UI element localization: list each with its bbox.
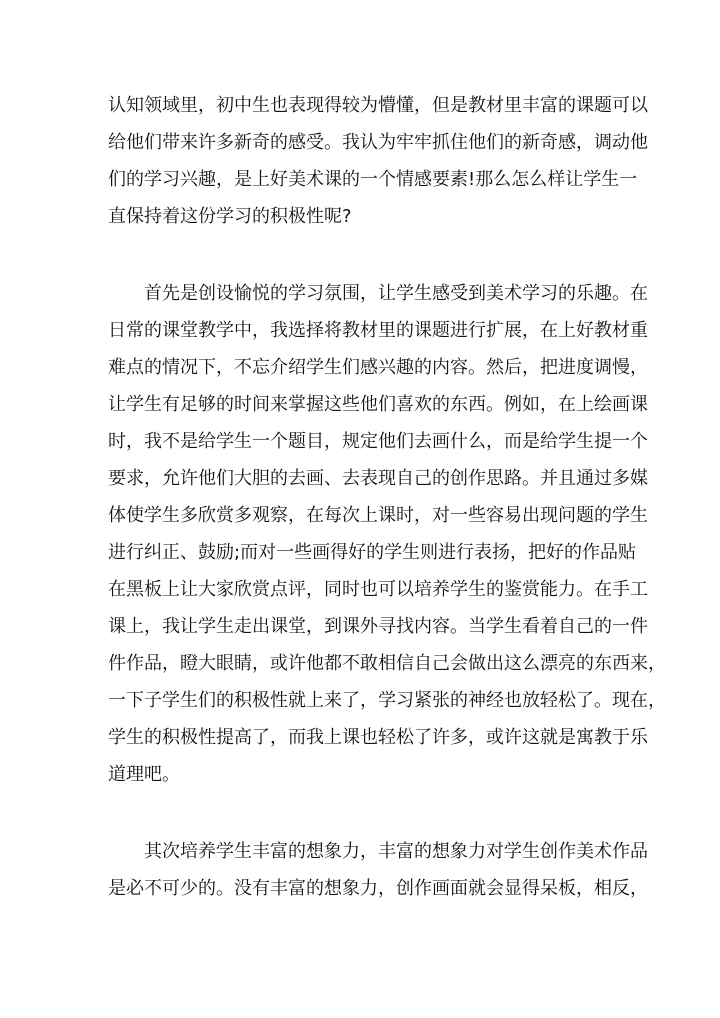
paragraph-2-line-1: 首先是创设愉悦的学习氛围，让学生感受到美术学习的乐趣。在	[144, 283, 648, 304]
paragraph-2-line-11: 件作品，瞪大眼睛，或许他都不敢相信自己会做出这么漂亮的东西来，	[108, 653, 666, 674]
paragraph-1-line-2: 给他们带来许多新奇的感受。我认为牢牢抓住他们的新奇感，调动他	[108, 132, 648, 153]
paragraph-2-line-6: 要求，允许他们大胆的去画、去表现自己的创作思路。并且通过多媒	[108, 468, 648, 489]
paragraph-3-line-1: 其次培养学生丰富的想象力，丰富的想象力对学生创作美术作品	[144, 841, 648, 862]
paragraph-1-line-1: 认知领域里，初中生也表现得较为懵懂，但是教材里丰富的课题可以	[108, 95, 648, 116]
paragraph-2-line-14: 道理吧。	[108, 764, 180, 785]
paragraph-2-line-5: 时，我不是给学生一个题目，规定他们去画什么，而是给学生提一个	[108, 431, 648, 452]
paragraph-3-line-2: 是必不可少的。没有丰富的想象力，创作画面就会显得呆板，相反，	[108, 878, 648, 899]
paragraph-2-line-8: 进行纠正、鼓励;而对一些画得好的学生则进行表扬，把好的作品贴	[108, 542, 637, 563]
paragraph-2-line-9: 在黑板上让大家欣赏点评，同时也可以培养学生的鉴赏能力。在手工	[108, 579, 648, 600]
paragraph-2-line-3: 难点的情况下，不忘介绍学生们感兴趣的内容。然后，把进度调慢，	[108, 357, 648, 378]
paragraph-2-line-12: 一下子学生们的积极性就上来了，学习紧张的神经也放轻松了。现在，	[108, 690, 666, 711]
paragraph-2-line-7: 体使学生多欣赏多观察，在每次上课时，对一些容易出现问题的学生	[108, 505, 648, 526]
paragraph-2-line-4: 让学生有足够的时间来掌握这些他们喜欢的东西。例如，在上绘画课	[108, 394, 648, 415]
paragraph-2-line-13: 学生的积极性提高了，而我上课也轻松了许多，或许这就是寓教于乐	[108, 727, 648, 748]
paragraph-1-line-4: 直保持着这份学习的积极性呢?	[108, 206, 352, 227]
paragraph-2-line-10: 课上，我让学生走出课堂，到课外寻找内容。当学生看着自己的一件	[108, 616, 648, 637]
paragraph-1-line-3: 们的学习兴趣，是上好美术课的一个情感要素!那么怎么样让学生一	[108, 169, 638, 190]
paragraph-2-line-2: 日常的课堂教学中，我选择将教材里的课题进行扩展，在上好教材重	[108, 320, 648, 341]
